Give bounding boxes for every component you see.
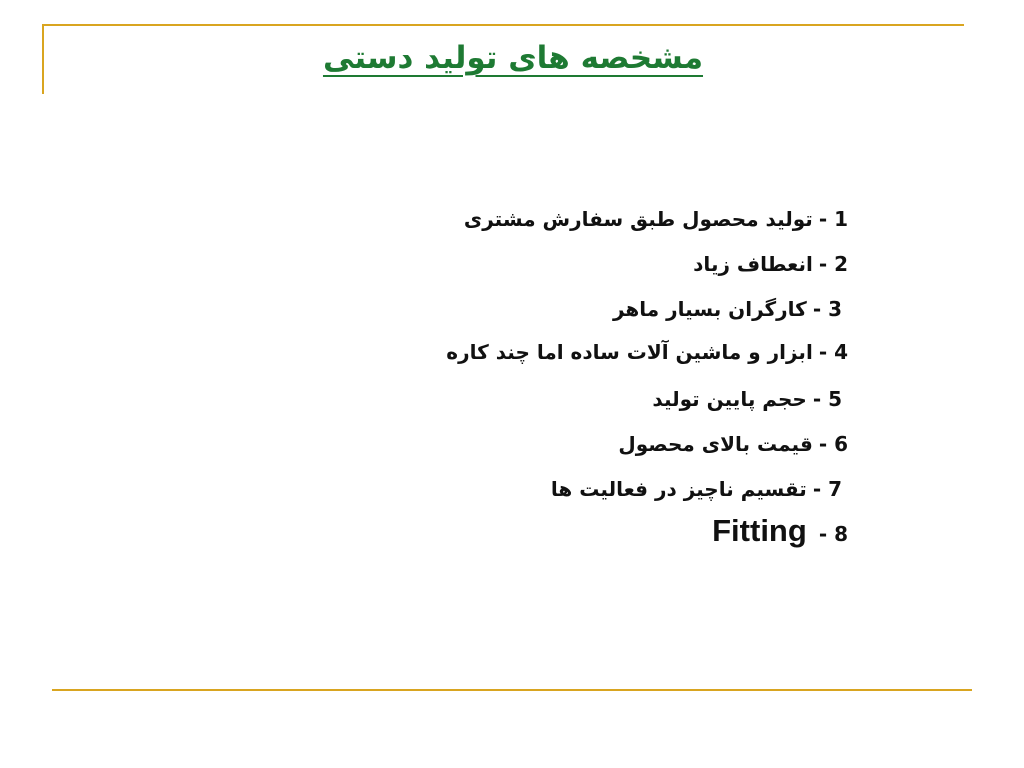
list-item-2 <box>693 252 848 276</box>
item-number: 4 - <box>818 340 848 364</box>
item-number: 7 - <box>812 477 842 501</box>
list-item-8 <box>712 513 848 549</box>
list-item-3 <box>613 297 842 321</box>
item-number: 1 - <box>818 207 848 231</box>
list-item-5 <box>652 387 842 411</box>
item-text: انعطاف زیاد <box>693 252 813 276</box>
list-item-7 <box>551 477 842 501</box>
item-number: 3 - <box>812 297 842 321</box>
item-text: کارگران بسیار ماهر <box>612 297 807 321</box>
item-text: ابزار و ماشین آلات ساده اما چند کاره <box>446 340 813 364</box>
item-text: Fitting <box>712 513 807 548</box>
item-text: قیمت بالای محصول <box>618 432 813 456</box>
item-text: حجم پایین تولید <box>652 387 807 411</box>
list-item-6 <box>618 432 848 456</box>
item-number: 5 - <box>812 387 842 411</box>
frame-left-line <box>42 24 44 94</box>
item-text: تقسیم ناچیز در فعالیت ها <box>550 477 807 501</box>
item-number: 2 - <box>818 252 848 276</box>
list-item-1 <box>464 207 848 231</box>
frame-bottom-line <box>52 689 972 691</box>
item-list <box>368 0 848 560</box>
item-text: تولید محصول طبق سفارش مشتری <box>463 207 813 231</box>
item-number: 6 - <box>818 432 848 456</box>
list-item-4 <box>446 340 848 364</box>
item-number: 8 - <box>818 522 848 546</box>
slide-title: مشخصه های تولید دستی <box>322 40 704 76</box>
